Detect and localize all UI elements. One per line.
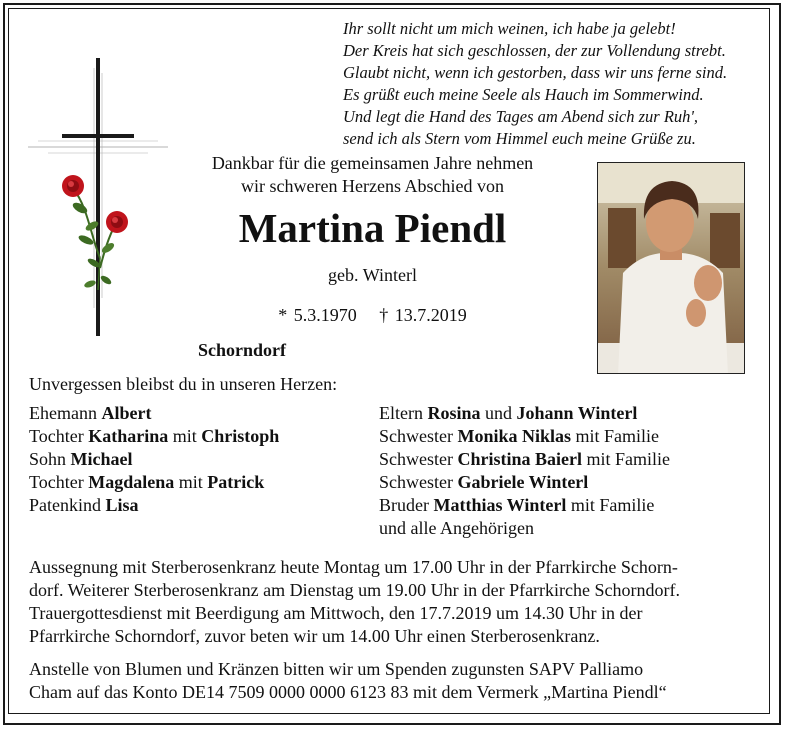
life-dates (180, 305, 565, 326)
poem-line: Ihr sollt nicht um mich weinen, ich habe ja gelebt! (343, 19, 676, 38)
portrait-photo (597, 162, 745, 374)
text-line: Aussegnung mit Sterberosenkranz heute Montag um 17.00 Uhr in der Pfarrkirche Schorn- (29, 557, 678, 577)
services-paragraph (29, 556, 764, 648)
poem (343, 18, 773, 150)
list-item: Schwester Monika Niklas mit Familie (379, 426, 660, 446)
poem-line: send ich als Stern vom Himmel euch meine Grüße zu. (343, 129, 696, 148)
list-item: Tochter Magdalena mit Patrick (29, 472, 265, 492)
text-line: Trauergottesdienst mit Beerdigung am Mittwoch, den 17.7.2019 um 14.30 Uhr in der (29, 603, 643, 623)
intro-line: wir schweren Herzens Abschied von (241, 176, 504, 196)
donation-paragraph (29, 658, 764, 704)
list-item: und alle Angehörigen (379, 518, 534, 538)
text-line: dorf. Weiterer Sterberosenkranz am Dienstag um 19.00 Uhr in der Pfarrkirche Schorndorf. (29, 580, 681, 600)
list-item: Ehemann Albert (29, 403, 152, 423)
poem-line: Der Kreis hat sich geschlossen, der zur Vollendung strebt. (343, 41, 726, 60)
list-item: Schwester Christina Baierl mit Familie (379, 449, 670, 469)
deceased-name: Martina Piendl (238, 205, 507, 251)
cross-with-roses-icon (28, 58, 168, 338)
place: Schorndorf (198, 340, 287, 360)
poem-line: Es grüßt euch meine Seele als Hauch im Sommerwind. (343, 85, 704, 104)
poem-line: Und legt die Hand des Tages am Abend sich zur Ruh', (343, 107, 699, 126)
text-line: Cham auf das Konto DE14 7509 0000 0000 6123 83 mit dem Vermerk „Martina Piendl“ (29, 682, 667, 702)
birth-name: geb. Winterl (328, 265, 417, 285)
intro-text (180, 152, 565, 198)
list-item: Schwester Gabriele Winterl (379, 472, 589, 492)
death-date: † 13.7.2019 (379, 305, 467, 325)
list-item: Sohn Michael (29, 449, 133, 469)
poem-line: Glaubt nicht, wenn ich gestorben, dass wir uns ferne sind. (343, 63, 728, 82)
mourners-heading: Unvergessen bleibst du in unseren Herzen: (29, 374, 338, 394)
list-item: Patenkind Lisa (29, 495, 139, 515)
list-item: Tochter Katharina mit Christoph (29, 426, 280, 446)
text-line: Anstelle von Blumen und Kränzen bitten wir um Spenden zugunsten SAPV Palliamo (29, 659, 644, 679)
intro-line: Dankbar für die gemeinsamen Jahre nehmen (211, 153, 534, 173)
list-item: Bruder Matthias Winterl mit Familie (379, 495, 655, 515)
birth-date: * 5.3.1970 (278, 305, 357, 325)
text-line: Pfarrkirche Schorndorf, zuvor beten wir um 14.00 Uhr einen Sterberosenkranz. (29, 626, 600, 646)
mourners-left-list (29, 402, 279, 517)
list-item: Eltern Rosina und Johann Winterl (379, 403, 638, 423)
mourners-right-list (379, 402, 670, 540)
